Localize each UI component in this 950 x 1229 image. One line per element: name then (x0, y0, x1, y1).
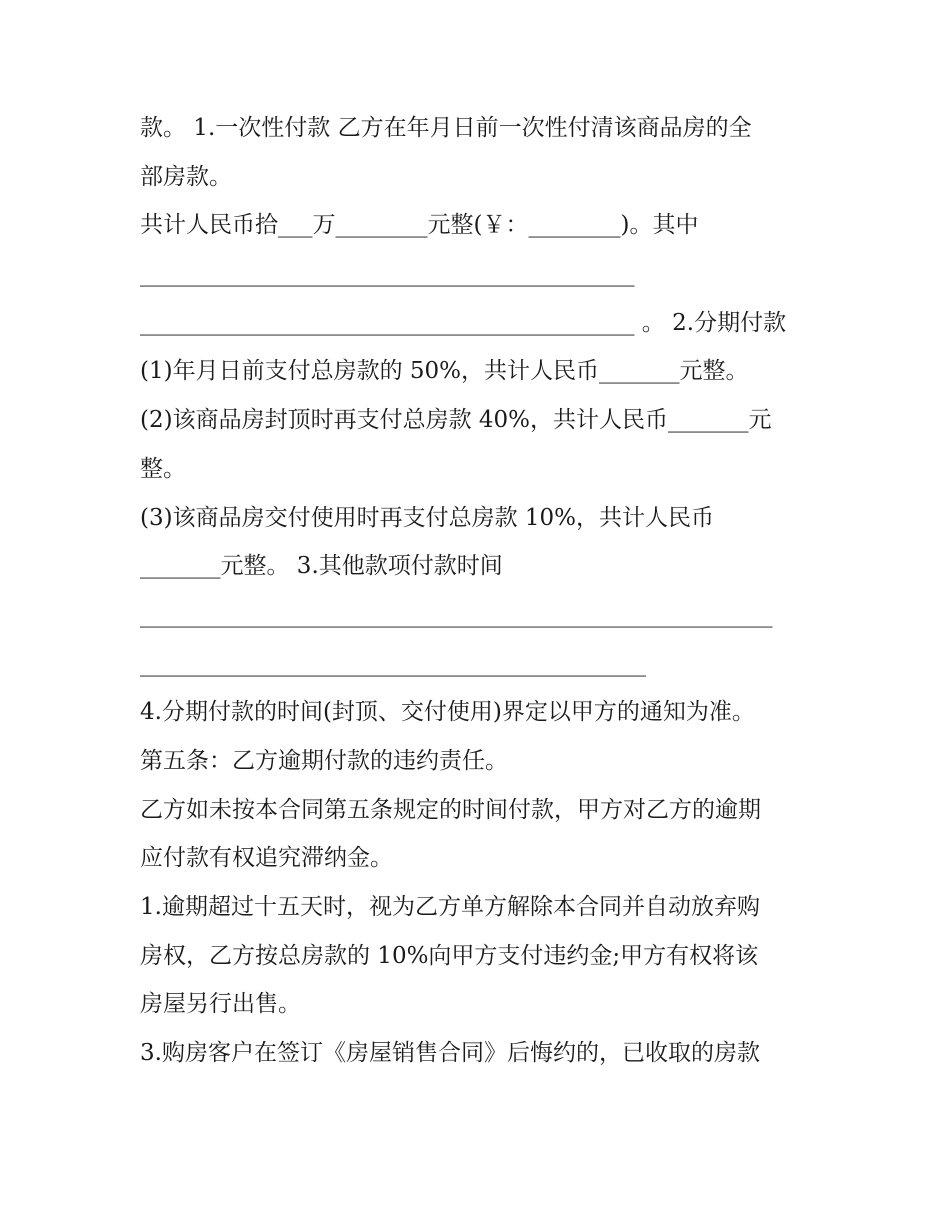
text-line: 乙方如未按本合同第五条规定的时间付款，甲方对乙方的逾期 (140, 796, 761, 823)
text-line: (3)该商品房交付使用时再支付总房款 10%，共计人民币 (140, 504, 715, 531)
text-line: 1.逾期超过十五天时，视为乙方单方解除本合同并自动放弃购 (140, 894, 760, 920)
text-line: 3.购房客户在签订《房屋销售合同》后悔约的，已收取的房款 (140, 1040, 760, 1067)
text-line: (1)年月日前支付总房款的 50%，共计人民币_______元整。 (140, 358, 749, 385)
text-line: 4.分期付款的时间(封顶、交付使用)界定以甲方的通知为准。 (140, 699, 755, 726)
blank-line: _______________________________________________________ (140, 601, 773, 628)
text-line: ___________________________________________ 。 2.分期付款 (140, 309, 787, 336)
blank-line: ____________________________________________ (140, 650, 646, 677)
text-line: 款。 1.一次性付款 乙方在年月日前一次性付清该商品房的全 (140, 115, 752, 141)
text-line: 房权，乙方按总房款的 10%向甲方支付违约金;甲方有权将该 (140, 942, 759, 969)
text-line: 共计人民币拾___万________元整(￥：________)。其中 (140, 212, 699, 239)
text-line: 部房款。 (140, 163, 232, 190)
text-line: (2)该商品房封顶时再支付总房款 40%，共计人民币_______元 (140, 407, 772, 434)
section-heading: 第五条：乙方逾期付款的违约责任。 (140, 747, 508, 774)
text-line: 房屋另行出售。 (140, 991, 301, 1018)
blank-line: ___________________________________________ (140, 261, 635, 288)
text-line: _______元整。 3.其他款项付款时间 (140, 553, 503, 580)
contract-text (140, 104, 820, 1078)
text-line: 整。 (140, 455, 186, 482)
text-line: 应付款有权追究滞纳金。 (140, 845, 393, 872)
